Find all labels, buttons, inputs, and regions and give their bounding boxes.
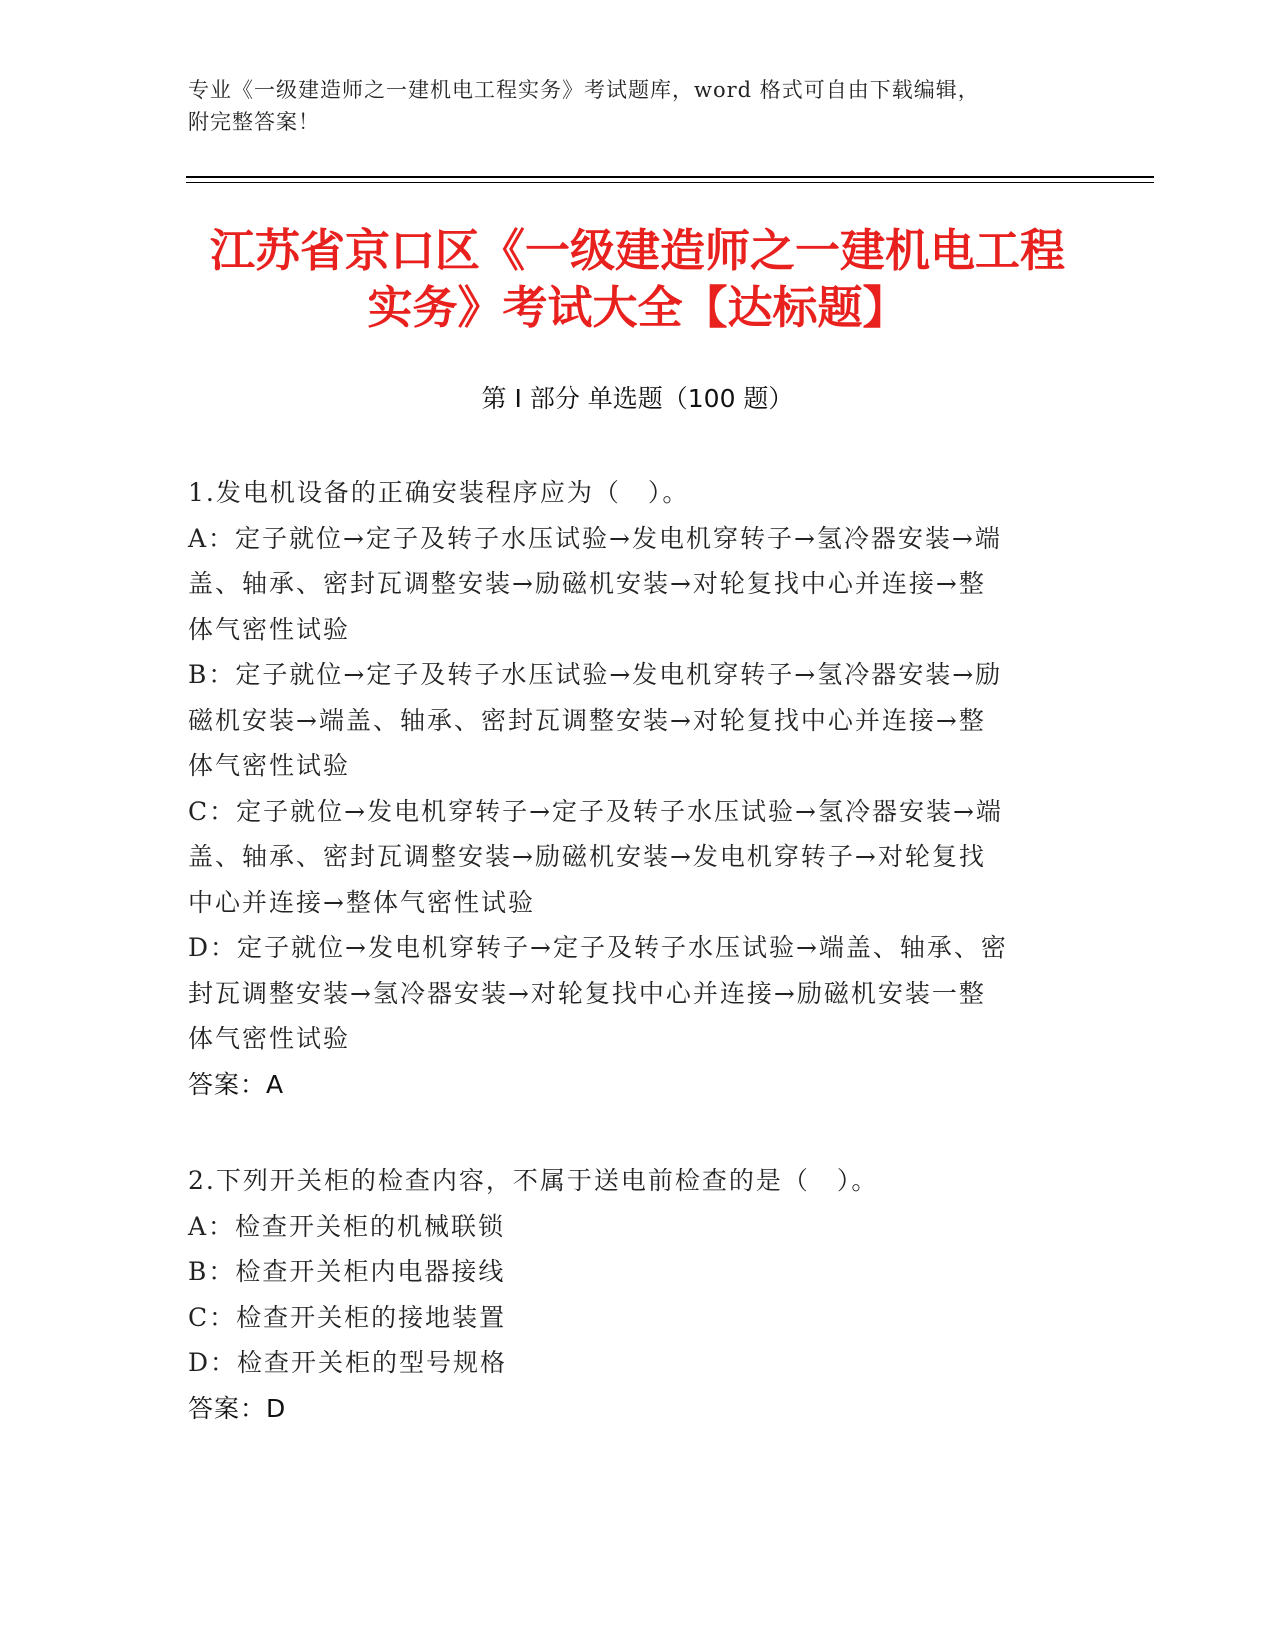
question-stem: 1.发电机设备的正确安装程序应为（ ）。 bbox=[188, 478, 690, 507]
option-line: B：定子就位→定子及转子水压试验→发电机穿转子→氢冷器安装→励 bbox=[188, 660, 1003, 689]
option-line: 体气密性试验 bbox=[188, 614, 351, 644]
question-2 bbox=[188, 1158, 1078, 1431]
header-divider-thick bbox=[186, 176, 1154, 178]
option-line: 体气密性试验 bbox=[188, 1024, 351, 1053]
option-line: D：检查开关柜的型号规格 bbox=[188, 1348, 508, 1377]
option-line: D：定子就位→发电机穿转子→定子及转子水压试验→端盖、轴承、密 bbox=[188, 933, 1008, 962]
header-note-line-1: 专业《一级建造师之一建机电工程实务》考试题库，word 格式可自由下载编辑， bbox=[188, 78, 980, 102]
option-line: 磁机安装→端盖、轴承、密封瓦调整安装→对轮复找中心并连接→整 bbox=[188, 705, 986, 735]
answer-label: 答案：D bbox=[188, 1393, 287, 1423]
option-line: A：定子就位→定子及转子水压试验→发电机穿转子→氢冷器安装→端 bbox=[188, 523, 1002, 553]
option-line: 封瓦调整安装→氢冷器安装→对轮复找中心并连接→励磁机安装一整 bbox=[188, 978, 986, 1008]
option-line: C：定子就位→发电机穿转子→定子及转子水压试验→氢冷器安装→端 bbox=[188, 796, 1003, 826]
option-line: 体气密性试验 bbox=[188, 751, 351, 780]
option-line: B：检查开关柜内电器接线 bbox=[188, 1257, 506, 1286]
document-title-line-2: 实务》考试大全【达标题】 bbox=[367, 281, 908, 334]
answer-label: 答案：A bbox=[188, 1069, 285, 1099]
header-note bbox=[188, 74, 1068, 138]
section-heading: 第 I 部分 单选题（100 题） bbox=[481, 384, 794, 413]
option-line: 中心并连接→整体气密性试验 bbox=[188, 887, 535, 917]
question-stem: 2.下列开关柜的检查内容，不属于送电前检查的是（ ）。 bbox=[188, 1166, 879, 1195]
document-title-line-1: 江苏省京口区《一级建造师之一建机电工程 bbox=[209, 224, 1065, 277]
document-title bbox=[150, 222, 1125, 336]
option-line: 盖、轴承、密封瓦调整安装→励磁机安装→对轮复找中心并连接→整 bbox=[188, 569, 986, 598]
header-note-line-2: 附完整答案！ bbox=[188, 110, 320, 134]
option-line: C：检查开关柜的接地装置 bbox=[188, 1302, 507, 1332]
question-1 bbox=[188, 470, 1078, 1107]
option-line: A：检查开关柜的机械联锁 bbox=[188, 1211, 506, 1241]
header-divider-thin bbox=[186, 182, 1154, 183]
option-line: 盖、轴承、密封瓦调整安装→励磁机安装→发电机穿转子→对轮复找 bbox=[188, 842, 986, 871]
